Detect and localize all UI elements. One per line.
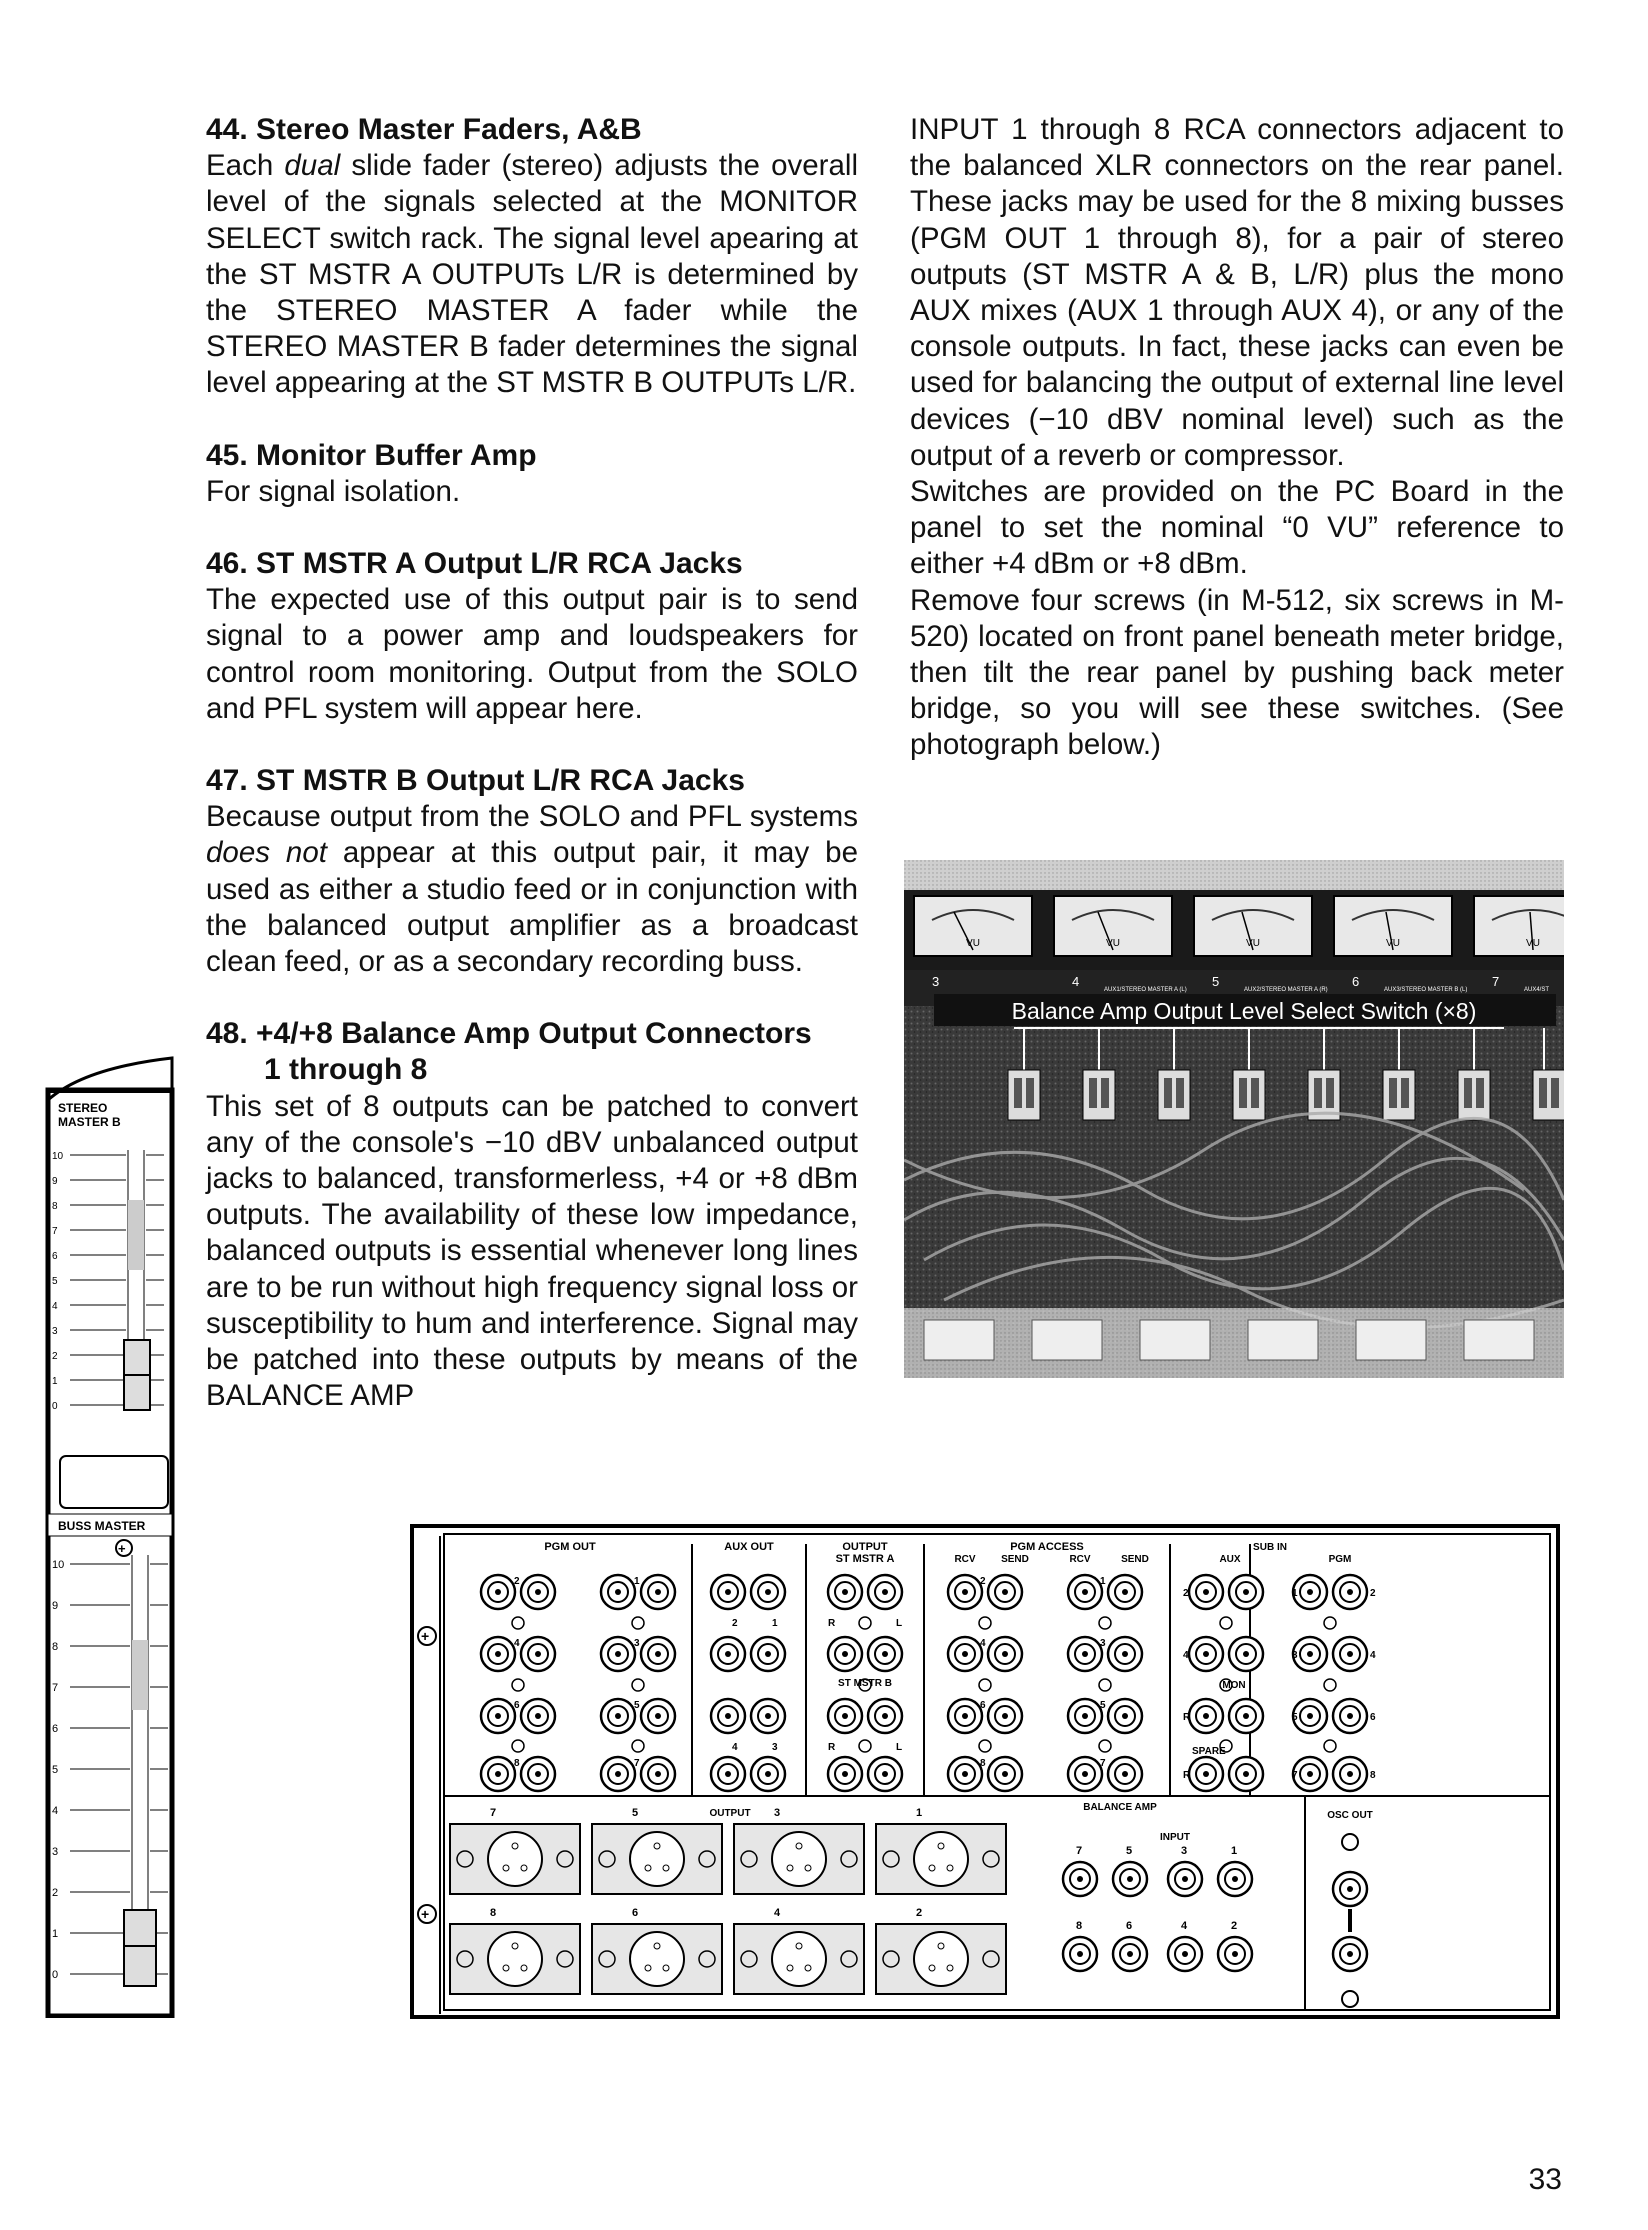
sub-in-aux-number: 4 [1183,1650,1189,1661]
input-number: 1 [1231,1845,1238,1857]
large-scale-label: 4 [52,1805,59,1817]
small-scale-label: 2 [52,1351,58,1362]
input-number: 8 [1076,1920,1083,1932]
pgm-access-number: 2 [980,1576,986,1587]
xlr-number: 1 [916,1807,923,1819]
sub-in-pgm-number: 1 [1292,1588,1298,1599]
section-48-heading: 48. +4/+8 Balance Amp Output Connectors 1 through 8 [206,1017,812,1087]
st-mstr-b-label: ST MSTR B [838,1678,892,1689]
aux-out-number: 4 [732,1742,738,1753]
section-44 [206,112,858,402]
sub-in-aux-number: 2 [1183,1588,1189,1599]
section-48-body: This set of 8 outputs can be patched to convert any of the console's −10 dBV unbalanced output jacks to balanced, transformerless, +4 or +8 dBm outputs. The availability of these low impedance, balanced outputs is essential whenever long lines are to be run without high frequency signal loss or susceptibility to hum and interference. Signal may be patched into these outputs by means of the BALANCE AMP [206,1089,858,1413]
section-44-body: Each dual slide fader (stereo) adjusts the overall level of the signals selected at the MONITOR SELECT switch rack. The signal level apearing at the ST MSTR A OUTPUTs L/R is determined by the STEREO MASTER A fader while the STEREO MASTER B fader determines the signal level appearing at the ST MSTR B OUTPUTs L/R. [206,149,858,400]
pgm-access-number: 5 [1100,1700,1106,1711]
photo-channel-number: 5 [1212,974,1220,989]
pgm-out-number: 8 [514,1758,520,1769]
access-send-left: SEND [1001,1554,1029,1565]
input-number: 3 [1181,1845,1188,1857]
pgm-out-number: 6 [514,1700,520,1711]
small-scale-label: 9 [52,1176,58,1187]
small-scale-label: 7 [52,1226,58,1237]
sub-in-pgm-number: 3 [1292,1650,1298,1661]
section-45-heading: 45. Monitor Buffer Amp [206,438,537,472]
stereo-master-label-2: MASTER B [58,1115,121,1129]
st-mstr-l-label: L [896,1742,903,1753]
sub-in-aux-number: R [1183,1770,1191,1781]
large-scale-label: 0 [52,1969,59,1981]
photo-bus-label: AUX3/STEREO MASTER B (L) [1384,987,1468,993]
small-scale-label: 8 [52,1201,58,1212]
st-mstr-l-label: L [896,1618,903,1629]
access-rcv-left: RCV [954,1554,976,1565]
large-scale-label: 5 [52,1764,59,1776]
small-scale-label: 10 [52,1151,64,1162]
small-scale-label: 3 [52,1326,58,1337]
large-scale-label: 1 [52,1928,59,1940]
xlr-number: 5 [632,1807,639,1819]
sub-in-pgm-number: 4 [1370,1650,1376,1661]
pgm-access-number: 4 [980,1638,986,1649]
photo-channel-number: 6 [1352,974,1360,989]
right-paragraph-2: Switches are provided on the PC Board in the panel to set the nominal “0 VU” reference to either +4 dBm or +8 dBm. [910,475,1564,581]
section-45-body: For signal isolation. [206,474,461,508]
xlr-output-label: OUTPUT [709,1808,751,1819]
pgm-access-number: 3 [1100,1638,1106,1649]
large-scale-label: 10 [52,1559,65,1571]
stereo-master-label: STEREO [58,1101,108,1115]
left-column [206,112,858,1451]
sub-in-pgm-number: 2 [1370,1588,1376,1599]
xlr-number: 8 [490,1907,497,1919]
vu-meter-label: VU [1246,938,1260,949]
access-send-right: SEND [1121,1554,1149,1565]
section-46 [206,546,858,727]
sub-in-pgm-number: 7 [1292,1770,1298,1781]
sub-in-pgm-number: 5 [1292,1712,1298,1723]
section-48 [206,1016,858,1414]
photo-channel-number: 3 [932,974,940,989]
photo-bus-label: AUX1/STEREO MASTER A (L) [1104,987,1187,993]
access-rcv-right: RCV [1069,1554,1091,1565]
vu-meter-label: VU [1106,938,1120,949]
section-44-heading: 44. Stereo Master Faders, A&B [206,113,642,146]
sub-aux-label: AUX [1219,1554,1241,1565]
section-47 [206,763,858,980]
st-mstr-r-label: R [828,1618,836,1629]
small-scale-label: 1 [52,1376,58,1387]
rear-panel-svg [410,1524,1560,2019]
photo-svg [904,860,1564,1378]
buss-master-label: BUSS MASTER [58,1519,146,1533]
fader-strip-illustration [44,1040,176,2018]
pgm-access-label: PGM ACCESS [1010,1541,1084,1553]
section-45 [206,438,858,510]
sub-in-pgm-number: 6 [1370,1712,1376,1723]
large-scale-label: 6 [52,1723,59,1735]
sub-pgm-label: PGM [1328,1554,1352,1565]
section-46-body: The expected use of this output pair is to send signal to a power amp and loudspeakers for control room monitoring. Output from the SOLO and PFL system will appear here. [206,583,858,725]
pgm-out-number: 7 [634,1758,640,1769]
rear-panel-diagram [410,1524,1560,2019]
large-scale-label: 7 [52,1682,59,1694]
section-47-body: Because output from the SOLO and PFL systems does not appear at this output pair, it may be used as either a studio feed or in conjunction with the balanced output amplifier as a broadcast clean feed, or as a secondary recording buss. [206,800,858,979]
section-46-heading: 46. ST MSTR A Output L/R RCA Jacks [206,547,743,581]
st-mstr-r-label: R [828,1742,836,1753]
svg-text:+: + [118,1541,126,1556]
pgm-access-number: 6 [980,1700,986,1711]
sub-in-label: SUB IN [1253,1542,1287,1553]
xlr-number: 4 [774,1907,781,1919]
pgm-out-number: 1 [634,1576,640,1587]
xlr-number: 2 [916,1907,923,1919]
large-scale-label: 2 [52,1887,59,1899]
xlr-number: 7 [490,1807,497,1819]
xlr-number: 6 [632,1907,639,1919]
aux-out-number: 1 [772,1618,778,1629]
display-window [60,1456,168,1508]
photo-channel-number: 7 [1492,974,1500,989]
input-number: 7 [1076,1845,1083,1857]
input-number: 2 [1231,1920,1238,1932]
large-scale-label: 3 [52,1846,59,1858]
aux-out-label: AUX OUT [724,1541,774,1553]
section-47-heading: 47. ST MSTR B Output L/R RCA Jacks [206,764,745,798]
right-paragraph-1: INPUT 1 through 8 RCA connectors adjacent to the balanced XLR connectors on the rear panel. These jacks may be used for the 8 mixing busses (PGM OUT 1 through 8), for a pair of stereo outputs (ST MSTR A & B, L/R) plus the mono AUX mixes (AUX 1 through AUX 4), or any of the console outputs. In fact, these jacks can even be used for balancing the output of external line level devices (−10 dBV nominal level) such as the output of a reverb or compressor. [910,113,1564,472]
pgm-out-number: 5 [634,1700,640,1711]
output-label: OUTPUT [842,1541,888,1553]
pgm-out-number: 3 [634,1638,640,1649]
sub-in-aux-number: R [1183,1712,1191,1723]
st-mstr-a-label: ST MSTR A [835,1553,895,1565]
page-number: 33 [1528,2163,1562,2196]
buss-master-fader-knob [124,1910,156,1986]
pgm-out-number: 2 [514,1576,520,1587]
pc-board-photograph [904,860,1564,1378]
small-scale-label: 0 [52,1401,58,1412]
svg-text:+: + [421,1628,430,1644]
svg-text:+: + [421,1906,430,1922]
pgm-out-number: 4 [514,1638,520,1649]
small-scale-label: 5 [52,1276,58,1287]
fader-strip-svg [44,1040,176,2018]
small-scale-label: 6 [52,1251,58,1262]
photo-caption: Balance Amp Output Level Select Switch (×8) [1011,998,1477,1024]
right-column [910,112,1564,764]
vu-meter-label: VU [1526,938,1540,949]
mon-label: MON [1222,1680,1246,1691]
vu-meter-label: VU [966,938,980,949]
input-label: INPUT [1160,1832,1190,1843]
spare-label: SPARE [1192,1746,1226,1757]
input-number: 4 [1181,1920,1188,1932]
photo-bus-label: AUX2/STEREO MASTER A (R) [1244,987,1328,993]
small-scale-label: 4 [52,1301,58,1312]
input-number: 5 [1126,1845,1133,1857]
large-scale-label: 8 [52,1641,59,1653]
photo-channel-number: 4 [1072,974,1080,989]
large-scale-label: 9 [52,1600,59,1612]
sub-in-pgm-number: 8 [1370,1770,1376,1781]
vu-meter-label: VU [1386,938,1400,949]
aux-out-number: 3 [772,1742,778,1753]
pgm-access-number: 1 [1100,1576,1106,1587]
balance-amp-label: BALANCE AMP [1083,1802,1157,1813]
input-number: 6 [1126,1920,1133,1932]
pgm-out-label: PGM OUT [544,1541,596,1553]
pgm-access-number: 7 [1100,1758,1106,1769]
photo-bus-label: AUX4/ST [1524,987,1550,993]
xlr-number: 3 [774,1807,781,1819]
aux-out-number: 2 [732,1618,738,1629]
osc-out-label: OSC OUT [1327,1810,1373,1821]
right-paragraph-3: Remove four screws (in M-512, six screws in M-520) located on front panel beneath meter bridge, then tilt the rear panel by pushing back meter bridge, so you will see these switches. (See photograph below.) [910,583,1564,762]
pgm-access-number: 8 [980,1758,986,1769]
